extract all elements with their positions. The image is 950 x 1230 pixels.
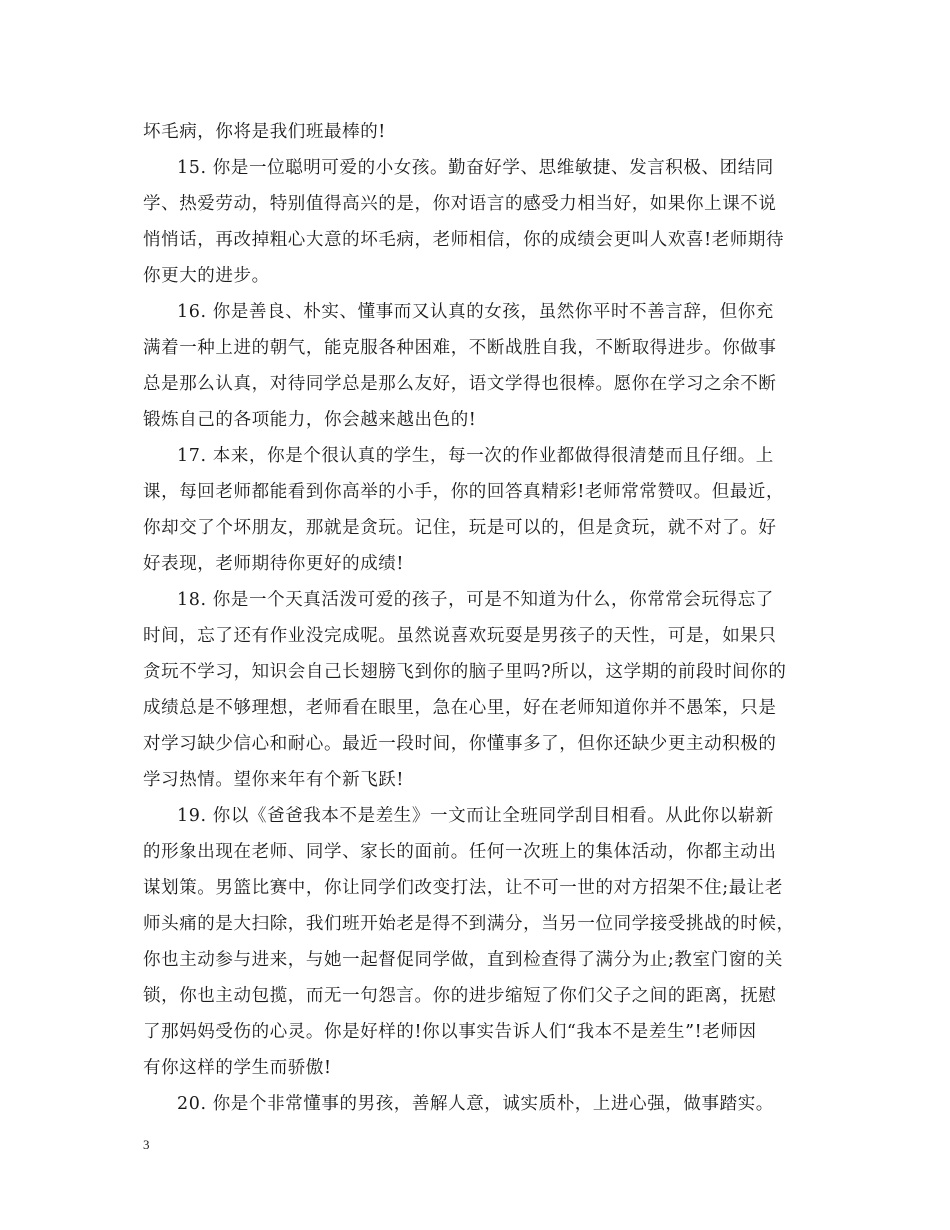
paragraph-line: 你却交了个坏朋友，那就是贪玩。记住，玩是可以的，但是贪玩，就不对了。好 (143, 518, 777, 538)
paragraph-first-line: 16. 你是善良、朴实、懂事而又认真的女孩，虽然你平时不善言辞，但你充 (177, 302, 774, 322)
paragraph-line: 谋划策。男篮比赛中，你让同学们改变打法，让不可一世的对方招架不住;最让老 (143, 878, 783, 898)
paragraph-line: 对学习缺少信心和耐心。最近一段时间，你懂事多了，但你还缺少更主动积极的 (143, 734, 777, 754)
paragraph-line: 满着一种上进的朝气，能克服各种困难，不断战胜自我，不断取得进步。你做事 (143, 338, 777, 358)
paragraph-line: 锻炼自己的各项能力，你会越来越出色的! (143, 410, 477, 430)
paragraph-line: 课，每回老师都能看到你高举的小手，你的回答真精彩!老师常常赞叹。但最近， (143, 482, 785, 502)
paragraph-line: 悄悄话，再改掉粗心大意的坏毛病，老师相信，你的成绩会更叫人欢喜!老师期待 (143, 230, 785, 250)
paragraph-line: 锁，你也主动包揽，而无一句怨言。你的进步缩短了你们父子之间的距离，抚慰 (143, 986, 777, 1006)
paragraph-line: 学、热爱劳动，特别值得高兴的是，你对语言的感受力相当好，如果你上课不说 (143, 194, 777, 214)
paragraph-first-line: 19. 你以《爸爸我本不是差生》一文而让全班同学刮目相看。从此你以崭新 (177, 806, 774, 826)
paragraph-line: 学习热情。望你来年有个新飞跃! (143, 770, 405, 790)
paragraph-line: 总是那么认真，对待同学总是那么友好，语文学得也很棒。愿你在学习之余不断 (143, 374, 777, 394)
paragraph-line: 时间，忘了还有作业没完成呢。虽然说喜欢玩耍是男孩子的天性，可是，如果只 (143, 626, 777, 646)
paragraph-first-line: 20. 你是个非常懂事的男孩，善解人意，诚实质朴，上进心强，做事踏实。 (177, 1094, 774, 1114)
paragraph-line: 坏毛病，你将是我们班最棒的! (143, 122, 386, 142)
paragraph-line: 成绩总是不够理想，老师看在眼里，急在心里，好在老师知道你并不愚笨，只是 (143, 698, 777, 718)
paragraph-first-line: 15. 你是一位聪明可爱的小女孩。勤奋好学、思维敏捷、发言积极、团结同 (177, 158, 774, 178)
paragraph-line: 有你这样的学生而骄傲! (143, 1058, 332, 1078)
page-number: 3 (143, 1137, 150, 1152)
paragraph-line: 贪玩不学习，知识会自己长翅膀飞到你的脑子里吗?所以，这学期的前段时间你的 (143, 662, 787, 682)
paragraph-line: 了那妈妈受伤的心灵。你是好样的!你以事实告诉人们“我本不是差生”!老师因 (143, 1022, 757, 1042)
paragraph-first-line: 18. 你是一个天真活泼可爱的孩子，可是不知道为什么，你常常会玩得忘了 (177, 590, 774, 610)
paragraph-line: 好表现，老师期待你更好的成绩! (143, 554, 405, 574)
paragraph-line: 你更大的进步。 (143, 266, 270, 286)
paragraph-first-line: 17. 本来，你是个很认真的学生，每一次的作业都做得很清楚而且仔细。上 (177, 446, 774, 466)
paragraph-line: 师头痛的是大扫除，我们班开始老是得不到满分，当另一位同学接受挑战的时候， (143, 914, 795, 934)
paragraph-line: 你也主动参与进来，与她一起督促同学做，直到检查得了满分为止;教室门窗的关 (143, 950, 783, 970)
document-body (143, 114, 811, 1122)
paragraph-line: 的形象出现在老师、同学、家长的面前。任何一次班上的集体活动，你都主动出 (143, 842, 777, 862)
